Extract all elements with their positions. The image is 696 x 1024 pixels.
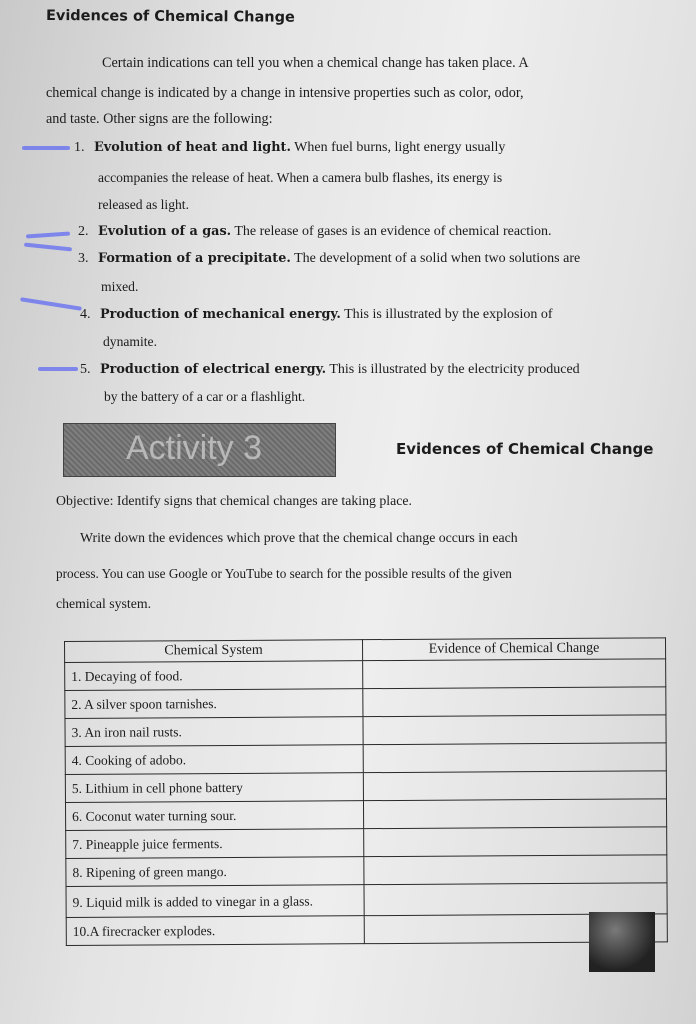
system-cell: 6. Coconut water turning sour. <box>65 801 363 831</box>
table-row <box>65 799 666 831</box>
instruction-line-3: chemical system. <box>56 596 152 611</box>
evidence-cell[interactable] <box>363 687 666 717</box>
intro-line-2: chemical change is indicated by a change in intensive properties such as color, odor, <box>46 85 524 101</box>
evidence-cell[interactable] <box>364 883 667 916</box>
list-item: 5. Production of electrical energy. This is illustrated by the electricity produced <box>80 362 580 377</box>
list-item-cont: dynamite. <box>103 334 157 349</box>
system-cell: 4. Cooking of adobo. <box>65 745 363 775</box>
list-item-cont: by the battery of a car or a flashlight. <box>104 389 306 404</box>
highlighter-mark <box>24 243 72 252</box>
intro-line-1: Certain indications can tell you when a chemical change has taken place. A <box>102 55 529 71</box>
list-item-cont: released as light. <box>98 197 189 212</box>
system-cell: 2. A silver spoon tarnishes. <box>65 689 363 719</box>
column-header-system: Chemical System <box>65 640 363 663</box>
table-row <box>65 659 666 691</box>
system-cell: 9. Liquid milk is added to vinegar in a glass. <box>66 885 364 918</box>
evidence-cell[interactable] <box>363 799 666 829</box>
table-row <box>66 914 667 946</box>
system-cell: 5. Lithium in cell phone battery <box>65 773 363 803</box>
table-row <box>65 687 666 719</box>
list-item-cont: mixed. <box>101 279 139 294</box>
table-row <box>65 715 666 747</box>
activity-label: Activity 3 <box>126 429 263 467</box>
column-header-evidence: Evidence of Chemical Change <box>362 638 665 661</box>
system-cell: 3. An iron nail rusts. <box>65 717 363 747</box>
evidence-cell[interactable] <box>364 855 667 885</box>
list-item-cont: accompanies the release of heat. When a camera bulb flashes, its energy is <box>98 170 503 185</box>
evidence-cell[interactable] <box>364 827 667 857</box>
evidence-cell[interactable] <box>363 659 666 689</box>
system-cell: 10.A firecracker explodes. <box>66 916 364 946</box>
table-row <box>65 771 666 803</box>
list-item: 3. Formation of a precipitate. The development of a solid when two solutions are <box>78 251 581 266</box>
instruction-line-2: process. You can use Google or YouTube to search for the possible results of the given <box>56 566 512 581</box>
intro-line-3: and taste. Other signs are the following: <box>46 111 273 127</box>
table-row <box>66 855 667 887</box>
objective: Objective: Identify signs that chemical changes are taking place. <box>56 493 412 508</box>
system-cell: 1. Decaying of food. <box>65 661 363 691</box>
activity-banner <box>63 423 336 477</box>
page-title: Evidences of Chemical Change <box>45 8 295 26</box>
list-item: 1. Evolution of heat and light. When fuel burns, light energy usually <box>74 140 506 155</box>
activity-title: Evidences of Chemical Change <box>396 440 654 458</box>
table-row <box>66 827 667 859</box>
highlighter-mark <box>38 367 78 371</box>
highlighter-mark <box>20 297 82 311</box>
highlighter-mark <box>22 146 70 150</box>
highlighter-mark <box>26 231 70 238</box>
evidence-cell[interactable] <box>363 715 666 745</box>
ink-smudge <box>589 912 655 972</box>
chemical-system-table <box>64 637 668 946</box>
evidence-cell[interactable] <box>363 771 666 801</box>
list-item: 4. Production of mechanical energy. This is illustrated by the explosion of <box>80 307 553 322</box>
instruction-line-1: Write down the evidences which prove that the chemical change occurs in each <box>80 530 518 545</box>
system-cell: 7. Pineapple juice ferments. <box>66 829 364 859</box>
list-item: 2. Evolution of a gas. The release of gases is an evidence of chemical reaction. <box>78 224 552 239</box>
evidence-cell[interactable] <box>363 743 666 773</box>
table-row <box>65 743 666 775</box>
table-row <box>66 883 667 918</box>
system-cell: 8. Ripening of green mango. <box>66 857 364 887</box>
